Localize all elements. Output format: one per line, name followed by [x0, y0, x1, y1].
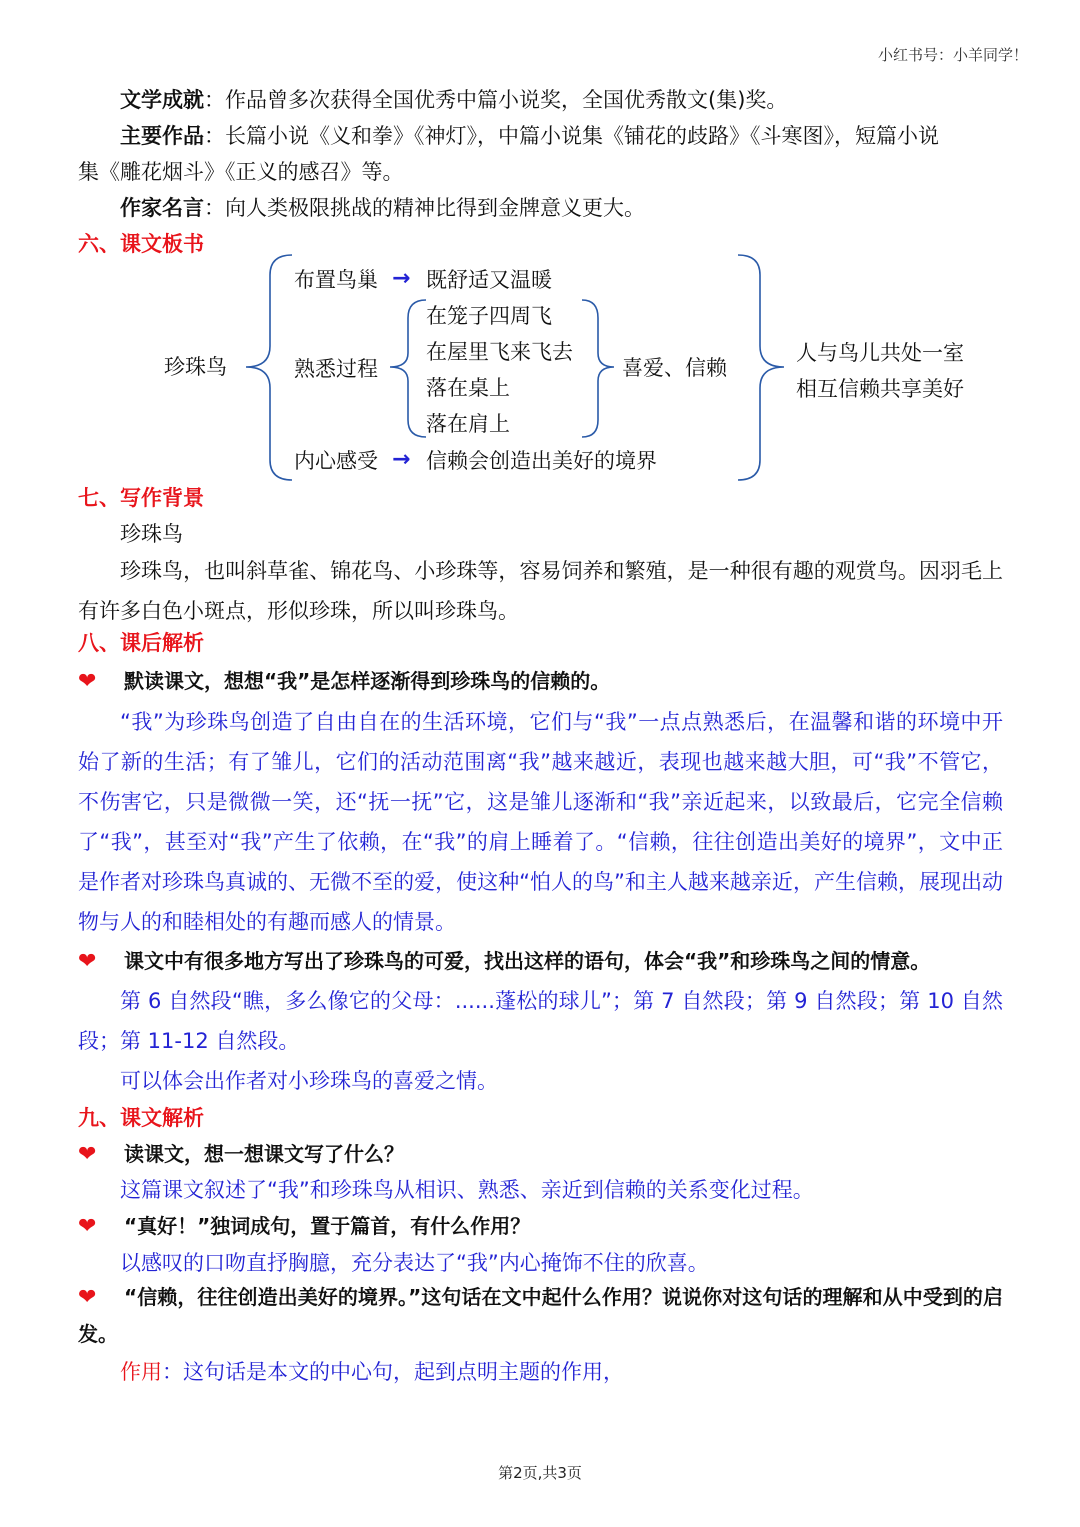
section-heading-8: 八、课后解析	[78, 631, 204, 655]
background-text: 珍珠鸟，也叫斜草雀、锦花鸟、小珍珠等，容易饲养和繁殖，是一种很有趣的观赏鸟。因羽毛上有许多白色小斑点，形似珍珠，所以叫珍珠鸟。	[78, 559, 1003, 623]
brace-2	[390, 300, 426, 437]
after-question-1-text: 默读课文，想想“我”是怎样逐渐得到珍珠鸟的信赖的。	[124, 669, 611, 693]
board-branch-2-result: 喜爱、信赖	[622, 356, 727, 380]
heart-icon: ❤	[78, 949, 97, 974]
board-branch-1-result: 既舒适又温暖	[426, 268, 552, 292]
board-conclusion-1: 人与鸟儿共处一室	[796, 341, 964, 365]
analysis-answer-1: 这篇课文叙述了“我”和珍珠鸟从相识、熟悉、亲近到信赖的关系变化过程。	[120, 1178, 814, 1202]
analysis-question-1-text: 读课文，想一想课文写了什么？	[124, 1142, 404, 1166]
analysis-answer-3-text: ：这句话是本文的中心句，起到点明主题的作用，	[162, 1360, 624, 1384]
brace-3	[582, 300, 614, 437]
board-branch-3: 内心感受	[294, 449, 378, 473]
board-branch-2: 熟悉过程	[294, 357, 378, 381]
works-label: 主要作品	[120, 124, 204, 148]
analysis-question-3	[78, 1279, 1003, 1352]
after-question-2-text: 课文中有很多地方写出了珍珠鸟的可爱，找出这样的语句，体会“我”和珍珠鸟之间的情意。	[124, 949, 931, 973]
heart-icon: ❤	[78, 669, 97, 694]
board-branch-1: 布置鸟巢	[294, 268, 378, 292]
arrow-icon: →	[392, 266, 411, 291]
section-heading-6: 六、课文板书	[78, 232, 204, 256]
board-sub-1: 在笼子四周飞	[426, 304, 552, 328]
after-answer-2b: 可以体会出作者对小珍珠鸟的喜爱之情。	[120, 1069, 498, 1093]
works-line-2: 集《雕花烟斗》《正义的感召》等。	[78, 160, 404, 184]
analysis-answer-2: 以感叹的口吻直抒胸臆，充分表达了“我”内心掩饰不住的欣喜。	[120, 1251, 709, 1275]
analysis-question-1	[78, 1134, 404, 1175]
board-conclusion-2: 相互信赖共享美好	[796, 377, 964, 401]
after-answer-1: “我”为珍珠鸟创造了自由自在的生活环境，它们与“我”一点点熟悉后，在温馨和谐的环境中开始了新的生活；有了雏儿，它们的活动范围离“我”越来越近，表现也越来越大胆，可“我”不管它，不伤害它，只是微微一笑，还“抚一抚”它，这是雏儿逐渐和“我”亲近起来，以致最后，它完全信赖了“我”，甚至对“我”产生了依赖，在“我”的肩上睡着了。“信赖，往往创造出美好的境界”，文中正是作者对珍珠鸟真诚的、无微不至的爱，使这种“怕人的鸟”和主人越来越亲近，产生信赖，展现出动物与人的和睦相处的有趣而感人的情景。	[78, 710, 1003, 934]
background-title: 珍珠鸟	[120, 522, 183, 546]
brace-1	[246, 255, 292, 480]
analysis-question-2	[78, 1206, 530, 1247]
board-sub-4: 落在肩上	[426, 412, 510, 436]
heart-icon: ❤	[78, 1214, 97, 1239]
after-answer-2: 第 6 自然段“瞧，多么像它的父母：......蓬松的球儿”；第 7 自然段；第 9 自然段；第 10 自然段；第 11-12 自然段。	[78, 989, 1003, 1053]
page-footer: 第2页,共3页	[498, 1464, 582, 1482]
analysis-question-2-text: “真好！”独词成句，置于篇首，有什么作用？	[124, 1214, 531, 1238]
analysis-answer-3-label: 作用	[120, 1360, 162, 1384]
achievement-line	[120, 80, 787, 120]
heart-icon: ❤	[78, 1142, 97, 1167]
works-text: ：长篇小说《义和拳》《神灯》，中篇小说集《铺花的歧路》《斗寒图》，短篇小说	[204, 124, 939, 148]
quote-label: 作家名言	[120, 196, 204, 220]
section-heading-7: 七、写作背景	[78, 486, 204, 510]
works-line	[120, 116, 939, 156]
watermark: 小红书号：小羊同学！	[877, 46, 1028, 64]
board-diagram	[0, 250, 1080, 490]
analysis-question-3-text: “信赖，往往创造出美好的境界。”这句话在文中起什么作用？说说你对这句话的理解和从中受到的启发。	[78, 1285, 1003, 1346]
board-branch-3-result: 信赖会创造出美好的境界	[426, 449, 657, 473]
board-root: 珍珠鸟	[164, 355, 227, 379]
achievement-label: 文学成就	[120, 88, 204, 112]
board-sub-2: 在屋里飞来飞去	[426, 340, 573, 364]
quote-text: ：向人类极限挑战的精神比得到金牌意义更大。	[204, 196, 645, 220]
board-sub-3: 落在桌上	[426, 376, 510, 400]
heart-icon: ❤	[78, 1285, 97, 1310]
after-question-2	[78, 941, 930, 982]
quote-line	[120, 188, 645, 228]
after-question-1	[78, 661, 610, 702]
section-heading-9: 九、课文解析	[78, 1106, 204, 1130]
achievement-text: ：作品曾多次获得全国优秀中篇小说奖，全国优秀散文(集)奖。	[204, 88, 788, 112]
arrow-icon: →	[392, 447, 411, 472]
brace-4	[738, 255, 784, 480]
analysis-answer-3	[120, 1352, 624, 1392]
